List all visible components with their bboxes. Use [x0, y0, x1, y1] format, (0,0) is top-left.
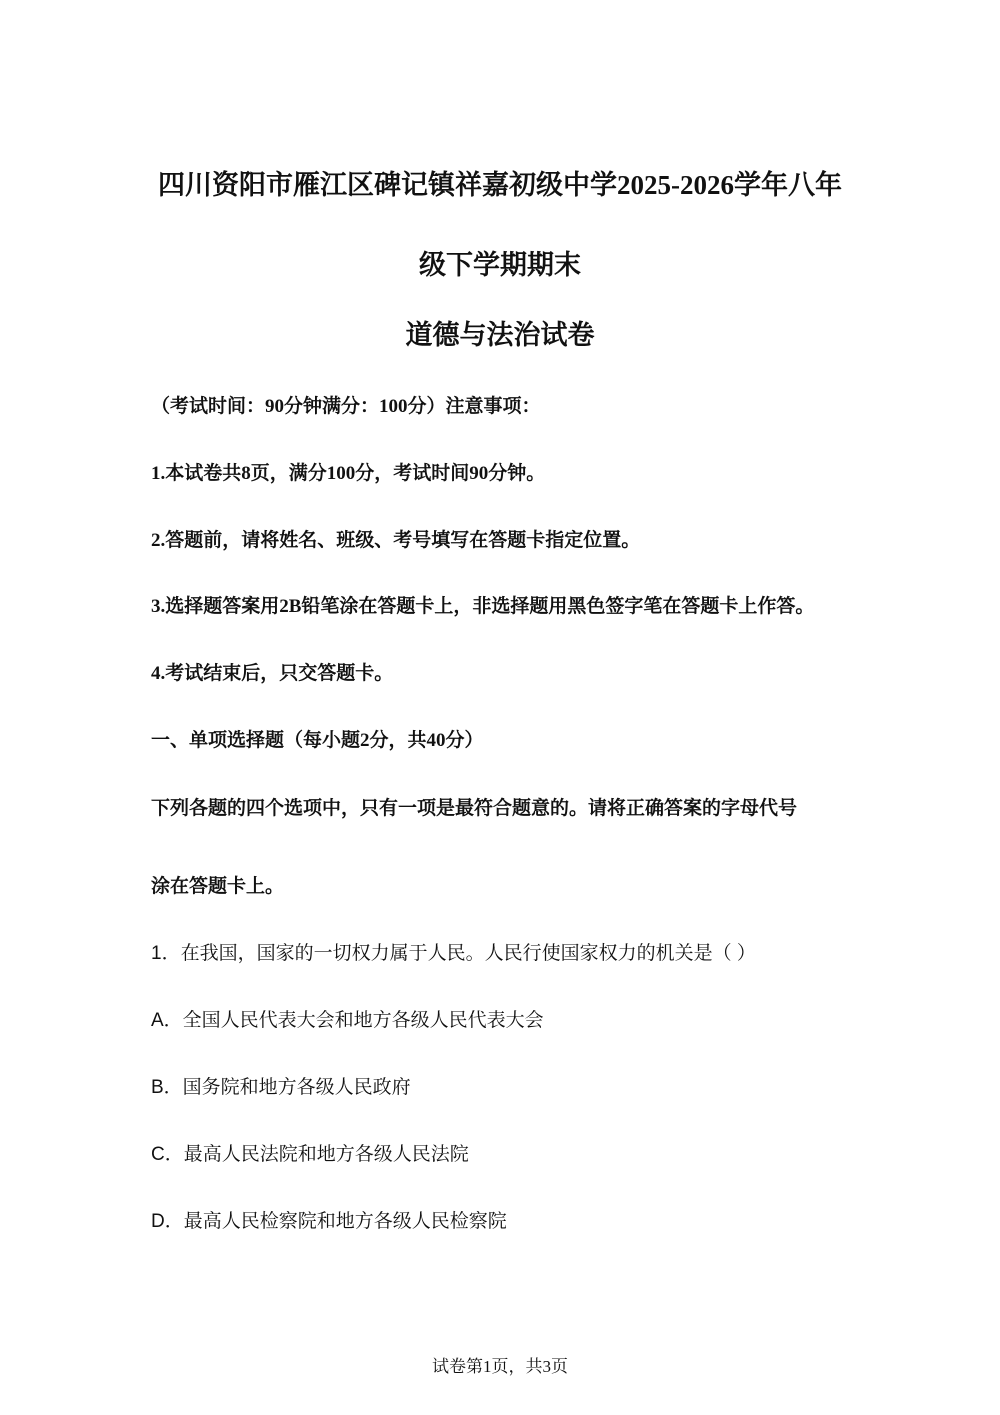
note-item: 2.答题前，请将姓名、班级、考号填写在答题卡指定位置。	[151, 530, 641, 551]
question-stem: 1．在我国，国家的一切权力属于人民。人民行使国家权力的机关是（ ）	[151, 943, 756, 964]
note-item: 4.考试结束后，只交答题卡。	[151, 663, 394, 684]
note-item: 1.本试卷共8页，满分100分，考试时间90分钟。	[151, 463, 546, 484]
option-a: A．全国人民代表大会和地方各级人民代表大会	[151, 1010, 544, 1031]
page-footer: 试卷第1页，共3页	[432, 1357, 568, 1376]
section-heading: 一、单项选择题（每小题2分，共40分）	[151, 730, 484, 751]
title-line-1: 四川资阳市雁江区碑记镇祥嘉初级中学2025-2026学年八年	[158, 170, 842, 200]
option-b: B．国务院和地方各级人民政府	[151, 1077, 411, 1098]
exam-info: （考试时间：90分钟满分：100分）注意事项：	[151, 396, 541, 417]
title-line-3: 道德与法治试卷	[405, 320, 595, 350]
option-d: D．最高人民检察院和地方各级人民检察院	[151, 1211, 507, 1232]
option-c: C．最高人民法院和地方各级人民法院	[151, 1144, 469, 1165]
section-instruction: 下列各题的四个选项中，只有一项是最符合题意的。请将正确答案的字母代号	[151, 798, 798, 819]
title-line-2: 级下学期期末	[419, 250, 581, 280]
section-instruction: 涂在答题卡上。	[151, 876, 285, 897]
note-item: 3.选择题答案用2B铅笔涂在答题卡上，非选择题用黑色签字笔在答题卡上作答。	[151, 596, 815, 617]
